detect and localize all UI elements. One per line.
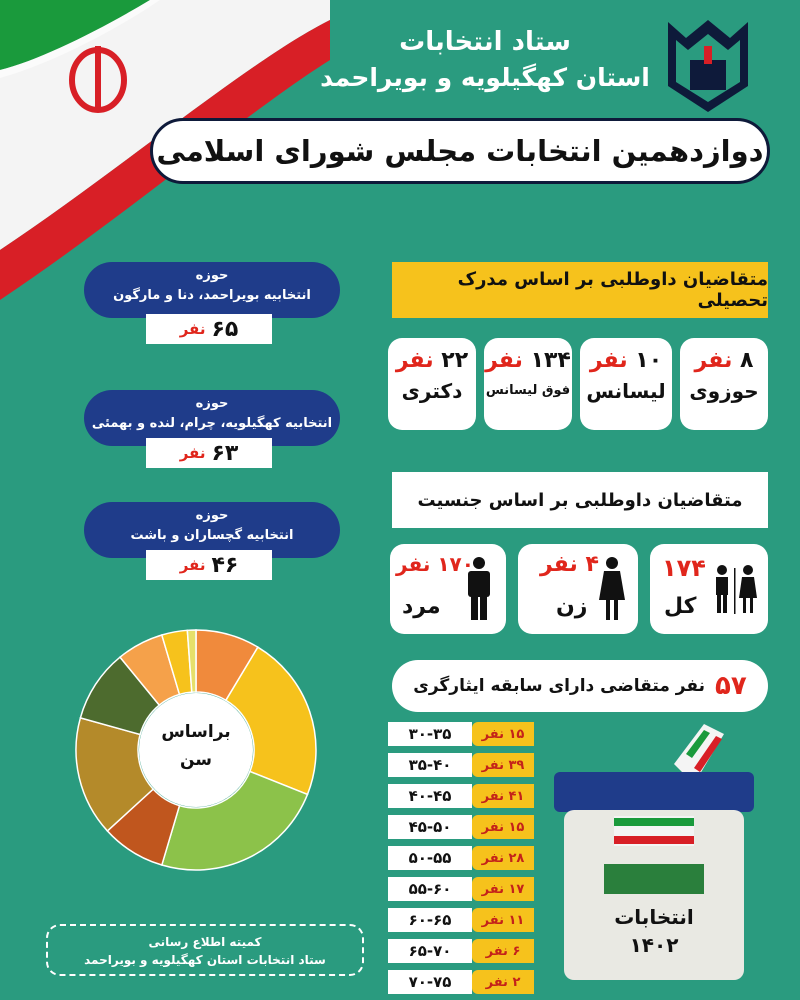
age-range: ۴۵-۵۰ <box>388 815 472 839</box>
age-count: ۱۵ نفر <box>472 815 534 839</box>
education-label: دکتری <box>401 379 463 403</box>
ballot-box-year: ۱۴۰۲ <box>629 933 679 957</box>
main-title: دوازدهمین انتخابات مجلس شورای اسلامی <box>150 118 770 184</box>
age-row <box>388 939 534 963</box>
age-count: ۱۷ نفر <box>472 877 534 901</box>
isar-banner <box>392 660 768 712</box>
district-count: ۶۵ نفر <box>146 314 272 344</box>
gender-card-male <box>390 544 506 634</box>
district-pill: حوزه انتخابیه گچساران و باشت <box>84 502 340 558</box>
gender-female-count: ۴ نفر <box>540 552 599 577</box>
age-row <box>388 753 534 777</box>
age-row <box>388 722 534 746</box>
gender-card-female <box>518 544 638 634</box>
education-card-phd: ۲۲ نفر دکتری <box>388 338 476 430</box>
district-count: ۴۶ نفر <box>146 550 272 580</box>
footer-line1: کمیته اطلاع رسانی <box>148 935 262 949</box>
woman-icon <box>598 556 626 622</box>
gender-card-total <box>650 544 768 634</box>
age-range: ۶۰-۶۵ <box>388 908 472 932</box>
age-count: ۱۱ نفر <box>472 908 534 932</box>
age-count: ۲ نفر <box>472 970 534 994</box>
age-row <box>388 815 534 839</box>
election-headquarters-logo-icon <box>664 16 752 116</box>
education-card-bachelor: ۱۰ نفر لیسانس <box>580 338 672 430</box>
age-range: ۵۵-۶۰ <box>388 877 472 901</box>
age-row <box>388 877 534 901</box>
gender-total-label: کل <box>664 594 697 619</box>
gender-title: متقاضیان داوطلبی بر اساس جنسیت <box>392 472 768 528</box>
header-line1: ستاد انتخابات <box>399 27 571 57</box>
footer-line2: ستاد انتخابات استان کهگیلویه و بویراحمد <box>84 953 326 967</box>
ballot-box-label: انتخابات <box>614 905 694 929</box>
age-count: ۳۹ نفر <box>472 753 534 777</box>
education-label: لیسانس <box>586 379 666 403</box>
district-pill: حوزه انتخابیه کهگیلویه، چرام، لنده و بهمئی <box>84 390 340 446</box>
header-line2: استان کهگیلویه و بویراحمد <box>320 63 650 92</box>
footer-credit <box>46 924 364 976</box>
isar-text: نفر متقاضی دارای سابقه ایثارگری <box>413 676 705 696</box>
people-icon <box>710 564 760 616</box>
district-pill: حوزه انتخابیه بویراحمد، دنا و مارگون <box>84 262 340 318</box>
age-range: ۳۰-۳۵ <box>388 722 472 746</box>
age-range: ۷۰-۷۵ <box>388 970 472 994</box>
age-count: ۴۱ نفر <box>472 784 534 808</box>
age-count: ۲۸ نفر <box>472 846 534 870</box>
header-title <box>320 24 650 96</box>
education-card-master: ۱۳۴ نفر فوق لیسانس <box>484 338 572 430</box>
donut-center-label: براساس سن <box>161 722 231 770</box>
isar-value: ۵۷ <box>714 671 747 701</box>
age-row <box>388 908 534 932</box>
age-range: ۳۵-۴۰ <box>388 753 472 777</box>
education-card-hozavi: ۸ نفر حوزوی <box>680 338 768 430</box>
education-title: متقاضیان داوطلبی بر اساس مدرک تحصیلی <box>392 262 768 318</box>
district-count: ۶۳ نفر <box>146 438 272 468</box>
ballot-box-icon <box>554 724 754 984</box>
age-count: ۱۵ نفر <box>472 722 534 746</box>
age-row <box>388 784 534 808</box>
age-range: ۴۰-۴۵ <box>388 784 472 808</box>
age-range: ۵۰-۵۵ <box>388 846 472 870</box>
age-row <box>388 846 534 870</box>
gender-male-label: مرد <box>402 594 441 619</box>
education-label: حوزوی <box>689 379 759 403</box>
age-row <box>388 970 534 994</box>
age-count: ۶ نفر <box>472 939 534 963</box>
age-range: ۶۵-۷۰ <box>388 939 472 963</box>
gender-total-value: ۱۷۴ <box>662 554 706 582</box>
gender-male-count: ۱۷۰ نفر <box>396 552 474 576</box>
education-label: فوق لیسانس <box>485 383 571 398</box>
gender-female-label: زن <box>556 594 588 619</box>
